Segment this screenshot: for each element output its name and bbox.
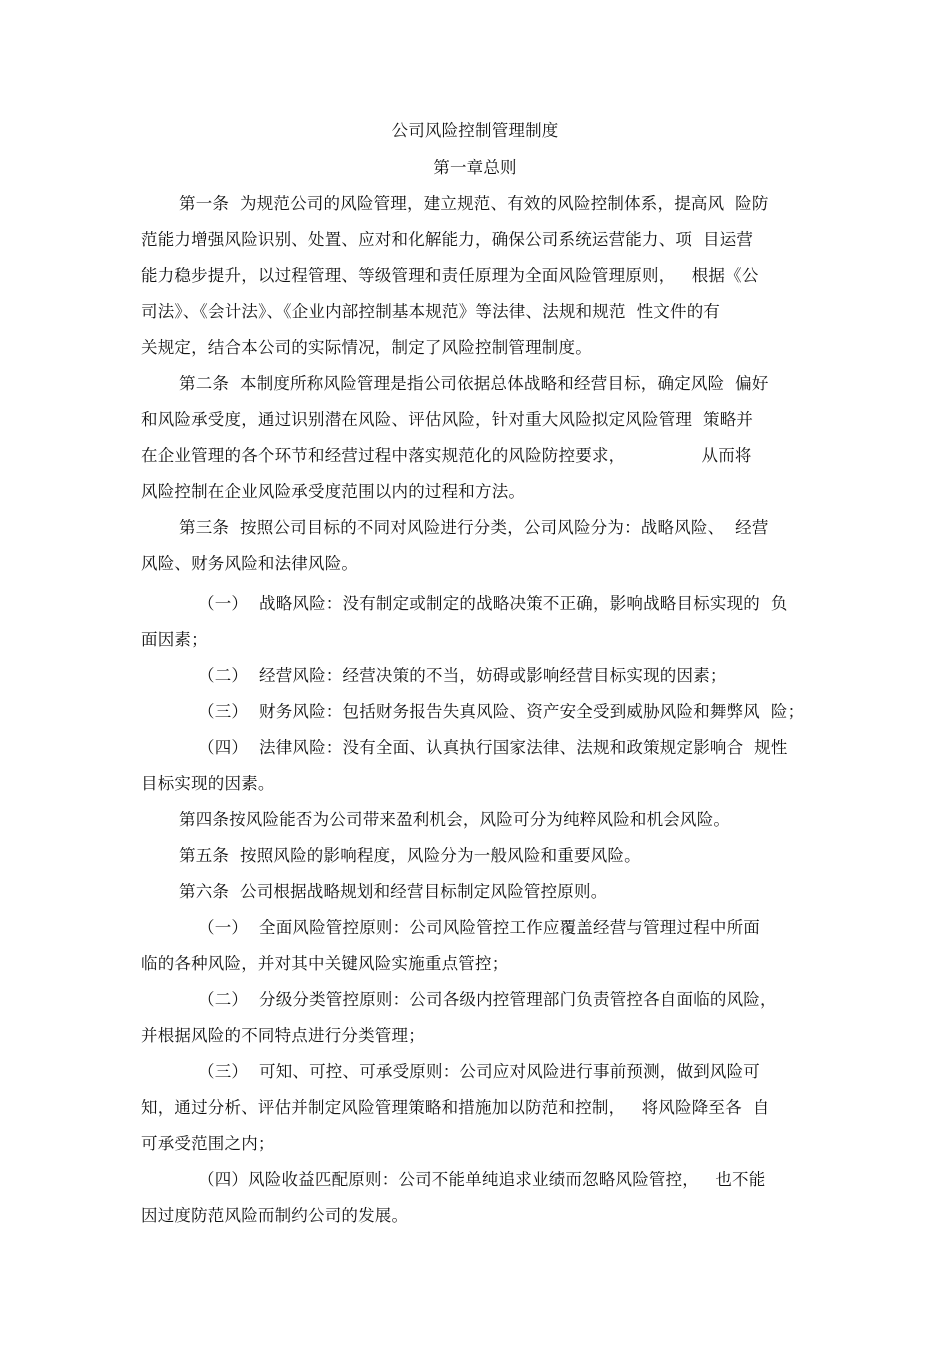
- article-3-line-1: 第三条 按照公司目标的不同对风险进行分类，公司风险分为：战略风险、 经营: [179, 518, 769, 537]
- article-3-item-2: （二） 经营风险：经营决策的不当，妨碍或影响经营目标实现的因素；: [198, 666, 727, 685]
- article-6-item-3-line-1: （三） 可知、可控、可承受原则：公司应对风险进行事前预测，做到风险可: [198, 1062, 760, 1081]
- article-1-line-3: 能力稳步提升，以过程管理、等级管理和责任原理为全面风险管理原则， 根据《公: [141, 266, 759, 285]
- article-3-item-1-line-2: 面因素；: [141, 630, 208, 649]
- article-3-item-4-line-2: 目标实现的因素。: [141, 774, 275, 793]
- article-3-item-4-line-1: （四） 法律风险：没有全面、认真执行国家法律、法规和政策规定影响合 规性: [198, 738, 788, 757]
- article-2-line-1: 第二条 本制度所称风险管理是指公司依据总体战略和经营目标，确定风险 偏好: [179, 374, 769, 393]
- article-3-line-2: 风险、财务风险和法律风险。: [141, 554, 359, 573]
- article-3-item-1-line-1: （一） 战略风险：没有制定或制定的战略决策不正确，影响战略目标实现的 负: [198, 594, 788, 613]
- article-6-item-4-line-2: 因过度防范风险而制约公司的发展。: [141, 1206, 409, 1225]
- article-6-item-4-line-1: （四）风险收益匹配原则：公司不能单纯追求业绩而忽略风险管控， 也不能: [198, 1170, 766, 1189]
- article-6-item-3-line-3: 可承受范围之内；: [141, 1134, 275, 1153]
- article-1-line-2: 范能力增强风险识别、处置、应对和化解能力，确保公司系统运营能力、项 目运营: [141, 230, 754, 249]
- article-3-item-3: （三） 财务风险：包括财务报告失真风险、资产安全受到威胁风险和舞弊风 险；: [198, 702, 805, 721]
- article-6-item-1-line-1: （一） 全面风险管控原则：公司风险管控工作应覆盖经营与管理过程中所面: [198, 918, 760, 937]
- article-4: 第四条按风险能否为公司带来盈利机会，风险可分为纯粹风险和机会风险。: [179, 810, 731, 829]
- article-6-item-3-line-2: 知，通过分析、评估并制定风险管理策略和措施加以防范和控制， 将风险降至各 自: [141, 1098, 770, 1117]
- article-1-line-4: 司法》、《会计法》、《企业内部控制基本规范》等法律、法规和规范 性文件的有: [141, 302, 721, 321]
- article-6-item-2-line-1: （二） 分级分类管控原则：公司各级内控管理部门负责管控各自面临的风险，: [198, 990, 777, 1009]
- article-1-line-5: 关规定，结合本公司的实际情况，制定了风险控制管理制度。: [141, 338, 592, 357]
- article-6: 第六条 公司根据战略规划和经营目标制定风险管控原则。: [179, 882, 608, 901]
- article-2-line-4: 风险控制在企业风险承受度范围以内的过程和方法。: [141, 482, 526, 501]
- article-6-item-2-line-2: 并根据风险的不同特点进行分类管理；: [141, 1026, 425, 1045]
- document-title: 公司风险控制管理制度: [391, 121, 559, 140]
- article-2-line-2: 和风险承受度，通过识别潜在风险、评估风险，针对重大风险拟定风险管理 策略并: [141, 410, 754, 429]
- article-6-item-1-line-2: 临的各种风险，并对其中关键风险实施重点管控；: [141, 954, 509, 973]
- article-5: 第五条 按照风险的影响程度，风险分为一般风险和重要风险。: [179, 846, 641, 865]
- article-1-line-1: 第一条 为规范公司的风险管理，建立规范、有效的风险控制体系，提高风 险防: [179, 194, 769, 213]
- article-2-line-3: 在企业管理的各个环节和经营过程中落实规范化的风险防控要求， 从而将: [141, 446, 752, 465]
- chapter-heading: 第一章总则: [433, 158, 517, 177]
